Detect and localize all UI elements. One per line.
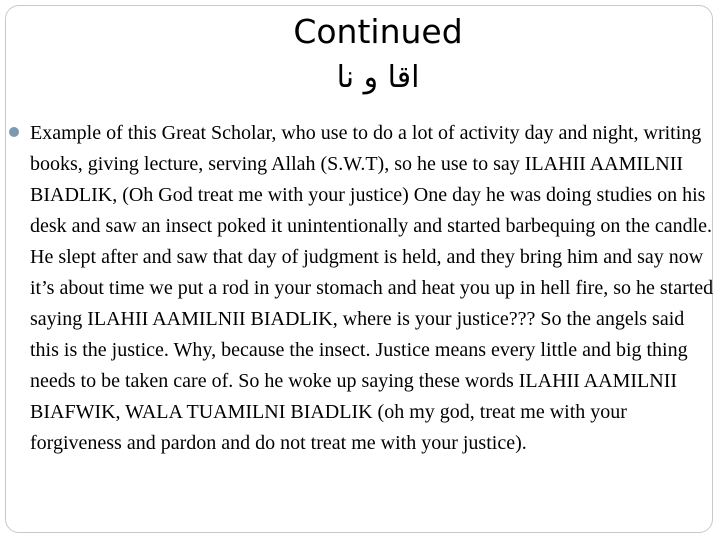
bullet-icon (9, 127, 19, 137)
bullet-paragraph: Example of this Great Scholar, who use to do a lot of activity day and night, writing books, giving lecture, serving Allah (S.W.T), so he use to say ILAHII AAMILNII BIADLIK, (Oh God treat me with your justice) One day he was doing studies on his desk and saw an insect poked it unintentionally and started barbequing on the candle. He slept after and saw that day of judgment is held, and they bring him and say now it’s about time we put a rod in your stomach and heat you up in hell fire, so he started saying ILAHII AAMILNII BIADLIK, where is your justice??? So the angels said this is the justice. Why, because the insect. Justice means every little and big thing needs to be taken care of. So he woke up saying these words ILAHII AAMILNII BIAFWIK, WALA TUAMILNI BIADLIK (oh my god, treat me with your forgiveness and pardon and do not treat me with your justice). (30, 122, 714, 454)
slide-subtitle-arabic: اقا و نا (336, 60, 420, 95)
slide-title: Continued (293, 12, 463, 51)
